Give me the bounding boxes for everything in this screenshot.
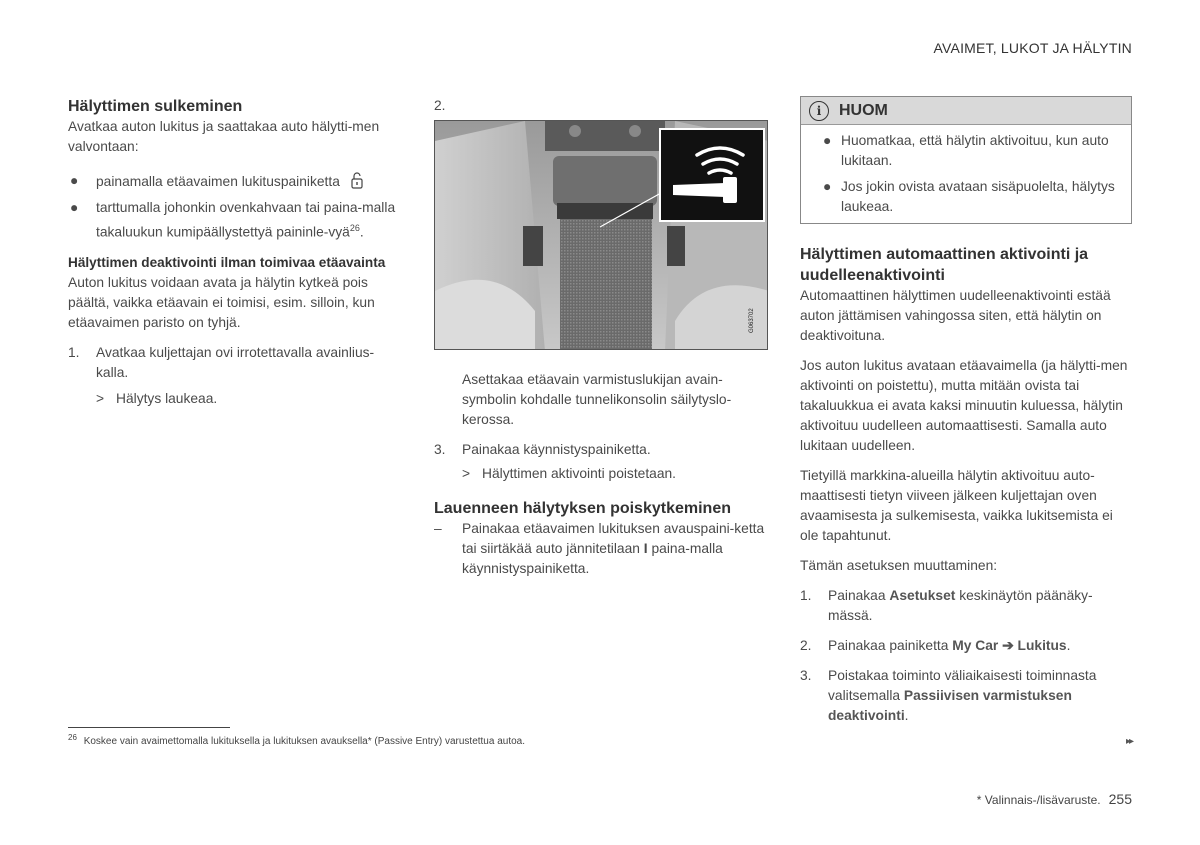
bullet-icon: ●: [70, 173, 79, 188]
note-box: [800, 96, 1132, 224]
paragraph: Tietyillä markkina-alueilla hälytin aktivoituu auto-maattisesti tietyn viiveen jälkeen kuljettajan oven avaamisesta ja sulkemisesta, vaikka lukitsemista ei ole tapahtunut.: [800, 468, 1113, 543]
optional-equipment-note: * Valinnais-/lisävaruste.: [976, 793, 1101, 807]
continue-arrows-icon: ▸▸: [1125, 736, 1132, 747]
paragraph: Jos auton lukitus avataan etäavaimella (ja hälytti-men aktivointi on poistettu), mutta mitään ovista tai takaluukkua ei avata kaksi minuutin kuluessa, hälytin aktivoituu uudelleen automaattisesti. Samalla auto lukitaan uudelleen.: [800, 358, 1128, 453]
bullet-icon: ●: [823, 133, 832, 148]
ui-label-settings: Asetukset: [889, 588, 956, 603]
paragraph: Automaattinen hälyttimen uudelleenaktivointi estää auton jättämisen vahingossa siten, että hälytin on deaktivoituna.: [800, 288, 1111, 343]
note-header: [801, 97, 1131, 125]
subheading-deactivation: Hälyttimen deaktivointi ilman toimivaa etäavainta: [68, 254, 386, 270]
dash-item: – Painakaa etäavaimen lukituksen avauspaini-ketta tai siirtäkää auto jännitetilaan I paina-malla käynnistyspainiketta.: [434, 521, 765, 576]
result-arrow-icon: >: [96, 390, 105, 406]
intro-paragraph: Avatkaa auton lukitus ja saattakaa auto hälytti-men valvontaan:: [68, 119, 380, 154]
note-title: HUOM: [839, 101, 888, 119]
step-item: 1. Painakaa Asetukset keskinäytön päänäky-mässä.: [800, 588, 1093, 623]
result-arrow-icon: >: [462, 466, 471, 481]
step-item: 1. Avatkaa kuljettajan ovi irrotettavalla avainlius-kalla.: [68, 344, 375, 380]
step-2-text: Asettakaa etäavain varmistuslukijan avain-symbolin kohdalle tunnelikonsolin säilytyslo-kerossa.: [462, 372, 732, 427]
bullet-icon: ●: [823, 179, 832, 194]
step-item: 2. Painakaa painiketta My Car ➔ Lukitus.: [800, 638, 1071, 653]
arrow-right-icon: ➔: [1002, 638, 1014, 653]
list-item: ● Jos jokin ovista avataan sisäpuolelta, hälytys laukeaa.: [823, 179, 1115, 214]
console-drawing: [435, 121, 768, 350]
deactivation-paragraph: Auton lukitus voidaan avata ja hälytin kytkeä pois päältä, vaikka etäavain ei toimisi, esim. silloin, kun etäavaimen paristo on tyhjä.: [68, 274, 375, 330]
footnote-divider: [68, 727, 230, 728]
page-number: 255: [1108, 791, 1132, 807]
step-number: 2.: [434, 98, 446, 113]
bullet-icon: ●: [70, 200, 79, 215]
ui-label-locking: Lukitus: [1017, 638, 1067, 653]
step-result: > Hälyttimen aktivointi poistetaan.: [434, 464, 768, 484]
image-code: G063702: [749, 308, 755, 333]
step-result: > Hälytys laukeaa.: [68, 389, 398, 409]
step-item: 3. Poistakaa toiminto väliaikaisesti toiminnasta valitsemalla Passiivisen varmistuksen deaktivointi.: [800, 668, 1097, 723]
running-header: AVAIMET, LUKOT JA HÄLYTIN: [933, 40, 1132, 56]
footnote: $^{26}$ Koskee vain avaimettomalla lukituksella ja lukituksen avauksella* (Passive Entry) varustettua autoa.: [68, 733, 526, 748]
padlock-open-icon: [350, 171, 364, 189]
tunnel-console-illustration: [434, 120, 768, 350]
column-right: [800, 96, 1132, 732]
section-heading-closing-alarm: Hälyttimen sulkeminen: [68, 98, 243, 115]
page-footer: [977, 791, 1132, 807]
list-item: ● Huomatkaa, että hälytin aktivoituu, kun auto lukitaan.: [823, 133, 1109, 168]
section-heading-auto-activation: Hälyttimen automaattinen aktivointi ja uudelleenaktivointi: [800, 246, 1089, 284]
list-item: ● painamalla etäavaimen lukituspainiketta: [68, 171, 398, 192]
info-icon: i: [809, 101, 829, 121]
ui-label-passive-deactivation: Passiivisen varmistuksen deaktivointi: [828, 688, 1072, 723]
footnote-reference[interactable]: 26: [349, 223, 360, 233]
column-left: [68, 96, 398, 417]
ui-label-my-car: My Car: [952, 638, 999, 653]
column-middle: [434, 96, 768, 585]
list-item: ● tarttumalla johonkin ovenkahvaan tai paina-malla takaluukun kumipäällystettyä paininle-vyä$^{26}$.: [70, 200, 396, 240]
step-item: 3. Painakaa käynnistyspainiketta.: [434, 442, 651, 457]
paragraph: Tämän asetuksen muuttaminen:: [800, 558, 998, 573]
section-heading-triggered-alarm: Lauenneen hälytyksen poiskytkeminen: [434, 500, 731, 517]
